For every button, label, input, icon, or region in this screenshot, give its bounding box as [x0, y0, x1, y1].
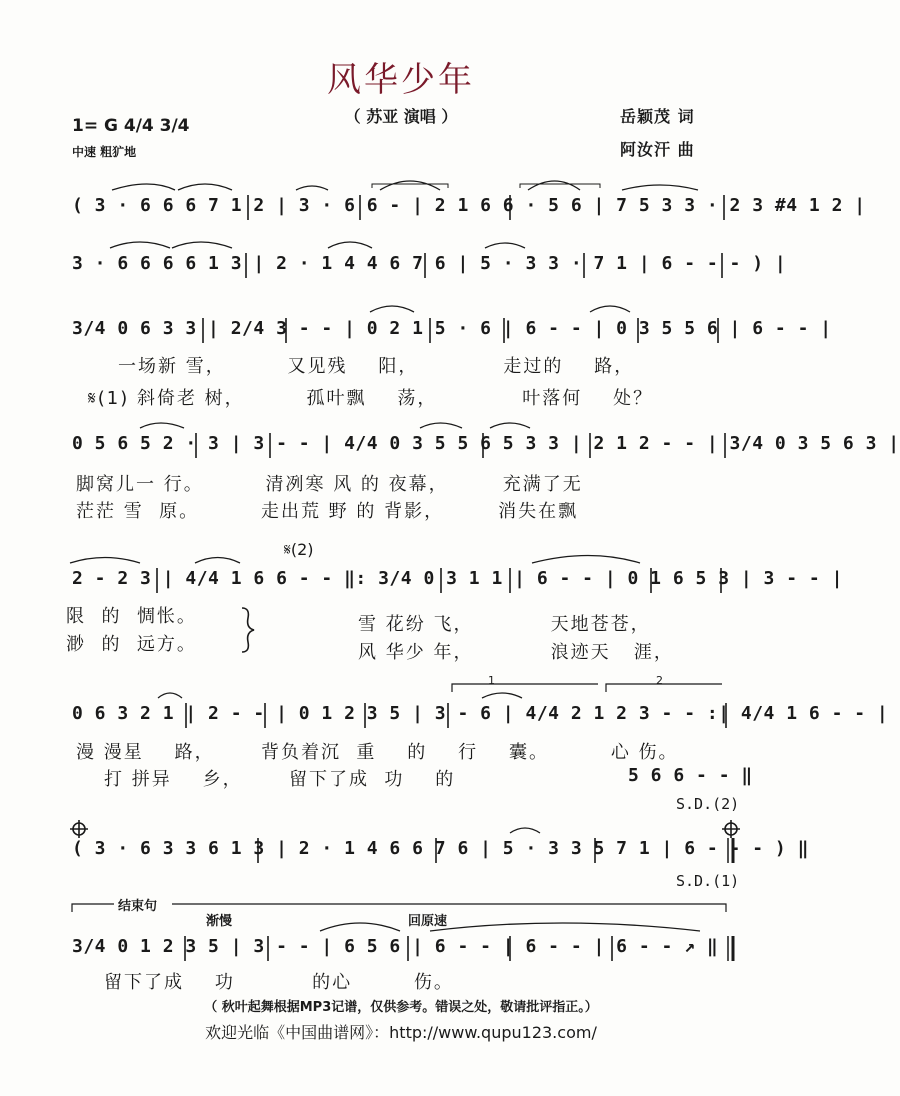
lyric-line: 雪 花纷 飞， 天地苍苍，: [358, 614, 651, 635]
tempo-marking: 中速 粗犷地: [72, 145, 137, 159]
volta-2-label: 2: [656, 674, 663, 687]
volta-1-label: 1: [488, 674, 495, 687]
song-title: 风华少年: [327, 60, 475, 100]
lyric-line: 𝄋(1) 斜倚老 树， 孤叶飘 荡， 叶落何 处？: [88, 388, 654, 409]
lyric-line: 脚窝儿一 行。 清冽寒 风 的 夜幕， 充满了无: [76, 474, 583, 495]
slurs: [70, 181, 700, 931]
a-tempo-label: 回原速: [408, 914, 448, 929]
transcription-note: （ 秋叶起舞根据MP3记谱，仅供参考。错误之处，敬请批评指正。）: [204, 1000, 598, 1015]
dal-segno-1: S.D.(1): [676, 872, 740, 890]
triplet-brackets: [372, 184, 600, 188]
notation-line: 3 · 6 6 6 6 1 3 | 2 · 1 4 4 6 7 6 | 5 · 3 3 · 7 1 | 6 - - - ) |: [72, 253, 787, 274]
notation-line: ( 3 · 6 6 6 7 1 2 | 3 · 6 6 - | 2 1 6 6 · 5 6 | 7 5 3 3 · 2 3 #4 1 2 |: [72, 195, 866, 216]
notation-line: 3/4 0 6 3 3 | 2/4 3 - - | 0 2 1 5 · 6 | 6 - - | 0 3 5 5 6 | 6 - - |: [72, 318, 832, 339]
lyric-line: 留下了成 功 的心 伤。: [104, 972, 454, 993]
segno-mark: 𝄋(2): [284, 540, 314, 559]
key-signature: 1= G 4/4 3/4: [72, 116, 190, 136]
lyric-line: 漫 漫星 路， 背负着沉 重 的 行 囊。 心 伤。: [76, 742, 679, 763]
notation-line: ( 3 · 6 3 3 6 1 3 | 2 · 1 4 6 6 7 6 | 5 · 3 3 5 7 1 | 6 - - - ) ‖: [72, 838, 809, 859]
lyric-line: 茫茫 雪 原。 走出荒 野 的 背影， 消失在飘: [76, 501, 579, 522]
lyric-line: 一场新 雪， 又见残 阳， 走过的 路，: [118, 356, 635, 377]
dal-segno-2: S.D.(2): [676, 795, 740, 813]
ending-line: [72, 904, 726, 912]
website-credit: 欢迎光临《中国曲谱网》：http://www.qupu123.com/: [205, 1023, 597, 1042]
lyric-line: 打 拼异 乡， 留下了成 功 的: [104, 769, 456, 790]
lyric-line: 风 华少 年， 浪迹天 涯，: [358, 642, 674, 663]
singer-credit: （ 苏亚 演唱 ）: [344, 107, 458, 126]
lyric-brace: [242, 608, 254, 652]
ritardando-label: 渐慢: [206, 914, 233, 929]
notation-line: 0 5 6 5 2 · 3 | 3 - - | 4/4 0 3 5 5 6 5 3 3 | 2 1 2 - - | 3/4 0 3 5 6 3 |: [72, 433, 900, 454]
notation-line: 2 - 2 3 | 4/4 1 6 6 - - ‖: 3/4 0 3 1 1 | 6 - - | 0 1 6 5 3 | 3 - - |: [72, 568, 843, 589]
lyric-line: 限 的 惆怅。: [66, 606, 197, 627]
lyric-line: 渺 的 远方。: [66, 634, 197, 655]
notation-line: 0 6 3 2 1 | 2 - - | 0 1 2 3 5 | 3 - 6 | 4/4 2 1 2 3 - - :| 4/4 1 6 - - |: [72, 703, 889, 724]
coda-icon: [70, 820, 740, 838]
composer-credit: 阿汝汗 曲: [620, 140, 695, 159]
notation-line: 3/4 0 1 2 3 5 | 3 - - | 6 5 6 | 6 - - | 6 - - | 6 - - ↗ ‖: [72, 936, 719, 957]
ending-label: 结束句: [118, 899, 158, 914]
coda-notes: 5 6 6 - - ‖: [628, 765, 753, 786]
lyricist-credit: 岳颖茂 词: [620, 107, 695, 126]
